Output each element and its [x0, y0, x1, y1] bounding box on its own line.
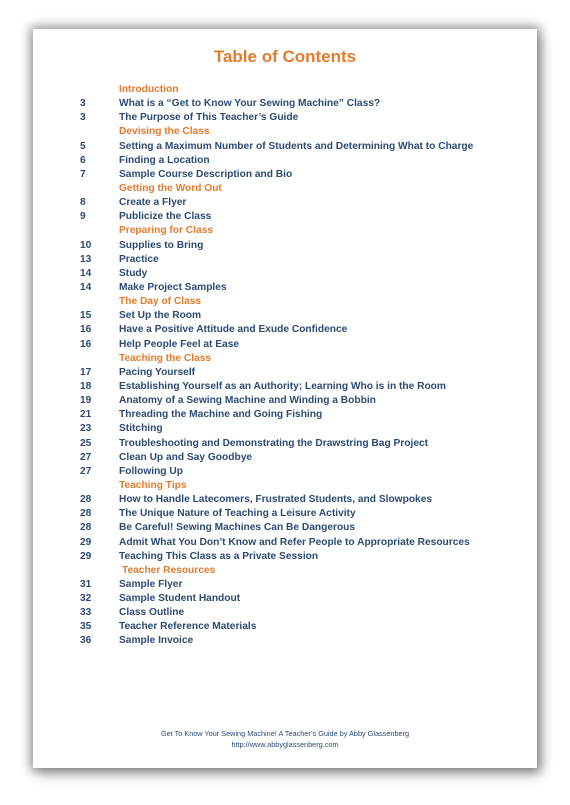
toc-entry-title: Following Up	[119, 465, 183, 477]
toc-page-number: 27	[80, 465, 92, 477]
toc-entry	[33, 338, 537, 352]
toc-entry-title: Publicize the Class	[119, 211, 212, 223]
toc-entry-title: Help People Feel at Ease	[119, 338, 240, 350]
toc-entry	[33, 578, 537, 592]
toc-section-title: Devising the Class	[119, 126, 210, 138]
toc-entry-title: Teacher Reference Materials	[119, 621, 257, 633]
toc-entry-title: Clean Up and Say Goodbye	[119, 451, 253, 463]
toc-entry-title: The Purpose of This Teacher’s Guide	[119, 112, 299, 124]
toc-entry-title: Admit What You Don’t Know and Refer People to Appropriate Resources	[119, 536, 470, 548]
toc-entry	[33, 634, 537, 648]
toc-entry	[33, 239, 537, 253]
toc-entry	[33, 550, 537, 564]
toc-page-number: 29	[80, 536, 92, 548]
toc-entry-title: Sample Course Description and Bio	[119, 168, 293, 180]
toc-entry-title: Make Project Samples	[119, 281, 227, 293]
toc-entry	[33, 267, 537, 281]
toc-entry	[33, 97, 537, 111]
toc-entry	[33, 196, 537, 210]
toc-page-number: 13	[80, 253, 92, 265]
toc-page-number: 16	[80, 338, 92, 350]
toc-entry-title: Anatomy of a Sewing Machine and Winding a Bobbin	[119, 395, 376, 407]
toc-entry-title: Threading the Machine and Going Fishing	[119, 409, 323, 421]
toc-entry	[33, 154, 537, 168]
toc-page-number: 17	[80, 366, 92, 378]
toc-entry-title: Class Outline	[119, 607, 185, 619]
toc-entry-title: What is a “Get to Know Your Sewing Machine” Class?	[119, 98, 381, 110]
toc-section-title: Teaching Tips	[119, 479, 187, 491]
toc-entry-title: Stitching	[119, 423, 163, 435]
toc-entry	[33, 592, 537, 606]
toc-page-number: 10	[80, 239, 92, 251]
toc-entry	[33, 493, 537, 507]
toc-entry-title: Have a Positive Attitude and Exude Confidence	[119, 324, 348, 336]
toc-entry	[33, 437, 537, 451]
toc-page-number: 31	[80, 578, 92, 590]
toc-entry-title: Be Careful! Sewing Machines Can Be Dangerous	[119, 522, 356, 534]
toc-entry	[33, 620, 537, 634]
toc-page-number: 5	[80, 140, 86, 152]
toc-entry-title: Create a Flyer	[119, 197, 187, 209]
toc-page-number: 9	[80, 211, 86, 223]
toc-entry-title: How to Handle Latecomers, Frustrated Students, and Slowpokes	[119, 494, 433, 506]
toc-entry	[33, 422, 537, 436]
toc-entry-title: Set Up the Room	[119, 310, 202, 322]
toc-entry-title: Sample Invoice	[119, 635, 194, 647]
toc-page-number: 18	[80, 380, 92, 392]
page-footer	[33, 729, 537, 750]
toc-entry	[33, 140, 537, 154]
toc-section-heading	[33, 125, 537, 139]
toc-page-number: 8	[80, 197, 86, 209]
toc-section-title: Teacher Resources	[122, 564, 216, 576]
toc-entry	[33, 380, 537, 394]
toc-entry	[33, 521, 537, 535]
toc-entry-title: Setting a Maximum Number of Students and Determining What to Charge	[119, 140, 474, 152]
toc-page-number: 6	[80, 154, 86, 166]
toc-entry-title: Practice	[119, 253, 159, 265]
footer-url: http://www.abbyglassenberg.com	[231, 739, 339, 749]
toc-page-number: 7	[80, 168, 86, 180]
toc-entry-title: Sample Student Handout	[119, 593, 241, 605]
toc-page-number: 28	[80, 508, 92, 520]
toc-entry	[33, 451, 537, 465]
toc-entry	[33, 366, 537, 380]
toc-section-title: Introduction	[119, 84, 179, 95]
toc-page-number: 28	[80, 522, 92, 534]
toc-page-number: 3	[80, 98, 86, 110]
toc-entry-title: Study	[119, 267, 148, 279]
toc-page-number: 25	[80, 437, 92, 449]
toc-entry	[33, 253, 537, 267]
toc-section-heading	[33, 564, 537, 578]
toc-page-number: 29	[80, 550, 92, 562]
toc-entry	[33, 394, 537, 408]
toc-page-number: 15	[80, 310, 92, 322]
toc-section-heading	[33, 352, 537, 366]
toc-entry-title: Pacing Yourself	[119, 366, 196, 378]
toc-page-number: 14	[80, 267, 92, 279]
toc-page-number: 33	[80, 607, 92, 619]
toc-entry	[33, 507, 537, 521]
toc-page-number: 36	[80, 635, 92, 647]
toc-entry-title: Finding a Location	[119, 154, 210, 166]
table-of-contents	[33, 83, 537, 649]
toc-page-number: 27	[80, 451, 92, 463]
footer-credit: Get To Know Your Sewing Machine! A Teacher’s Guide by Abby Glassenberg	[160, 729, 410, 738]
toc-page-number: 23	[80, 423, 92, 435]
toc-page-number: 14	[80, 281, 92, 293]
page-title: Table of Contents	[213, 47, 357, 66]
toc-entry	[33, 408, 537, 422]
toc-section-title: Getting the Word Out	[119, 182, 222, 194]
toc-page-number: 19	[80, 395, 92, 407]
toc-entry-title: Sample Flyer	[119, 578, 183, 590]
toc-section-title: The Day of Class	[119, 296, 202, 308]
toc-page-number: 35	[80, 621, 92, 633]
toc-page-number: 3	[80, 112, 86, 124]
toc-entry	[33, 309, 537, 323]
toc-entry	[33, 111, 537, 125]
toc-entry-title: Teaching This Class as a Private Session	[119, 550, 319, 562]
toc-section-title: Preparing for Class	[119, 225, 213, 237]
toc-entry	[33, 210, 537, 224]
toc-page-number: 16	[80, 324, 92, 336]
toc-entry-title: The Unique Nature of Teaching a Leisure Activity	[119, 508, 356, 520]
toc-entry	[33, 281, 537, 295]
toc-section-heading	[33, 224, 537, 238]
document-page	[33, 29, 537, 768]
toc-entry	[33, 536, 537, 550]
toc-entry-title: Supplies to Bring	[119, 239, 204, 251]
toc-section-heading	[33, 295, 537, 309]
toc-section-heading	[33, 479, 537, 493]
toc-section-heading	[33, 182, 537, 196]
toc-entry	[33, 606, 537, 620]
toc-entry	[33, 168, 537, 182]
toc-section-title: Teaching the Class	[119, 352, 212, 364]
toc-entry	[33, 465, 537, 479]
toc-entry	[33, 323, 537, 337]
toc-page-number: 28	[80, 494, 92, 506]
toc-entry-title: Troubleshooting and Demonstrating the Drawstring Bag Project	[119, 437, 429, 449]
toc-entry-title: Establishing Yourself as an Authority; Learning Who is in the Room	[119, 380, 446, 392]
toc-page-number: 32	[80, 593, 92, 605]
toc-page-number: 21	[80, 409, 92, 421]
toc-section-heading	[33, 83, 537, 97]
